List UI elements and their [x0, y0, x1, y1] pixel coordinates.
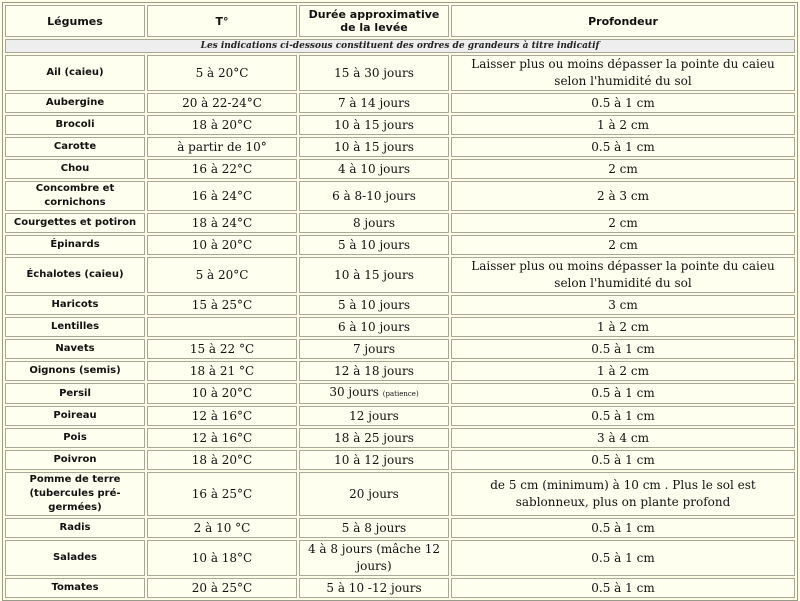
table-row: [5, 257, 795, 293]
cell-legume: Haricots: [5, 295, 145, 315]
cell-temperature: 5 à 20°C: [147, 55, 297, 91]
cell-profondeur: 0.5 à 1 cm: [451, 578, 795, 598]
seed-germination-table: [2, 2, 798, 601]
cell-legume: Persil: [5, 383, 145, 404]
cell-legume: Ail (caieu): [5, 55, 145, 91]
cell-duree: 8 jours: [299, 213, 449, 233]
cell-duree: 12 jours: [299, 406, 449, 426]
cell-duree: 20 jours: [299, 472, 449, 516]
header-row: [5, 5, 795, 37]
table-row: [5, 339, 795, 359]
cell-legume: Épinards: [5, 235, 145, 255]
table-row: [5, 115, 795, 135]
table-row: [5, 137, 795, 157]
cell-profondeur: 0.5 à 1 cm: [451, 518, 795, 538]
header-legumes: Légumes: [5, 5, 145, 37]
cell-duree: 15 à 30 jours: [299, 55, 449, 91]
cell-temperature: 20 à 25°C: [147, 578, 297, 598]
header-profondeur: Profondeur: [451, 5, 795, 37]
cell-temperature: à partir de 10°: [147, 137, 297, 157]
cell-profondeur: 0.5 à 1 cm: [451, 406, 795, 426]
cell-temperature: 12 à 16°C: [147, 428, 297, 448]
table-row: [5, 518, 795, 538]
cell-duree: 4 à 10 jours: [299, 159, 449, 179]
cell-duree: 5 à 8 jours: [299, 518, 449, 538]
table-caption: Les indications ci-dessous constituent des ordres de grandeurs à titre indicatif: [5, 39, 795, 53]
cell-temperature: 10 à 20°C: [147, 235, 297, 255]
cell-profondeur: 0.5 à 1 cm: [451, 383, 795, 404]
cell-legume: Radis: [5, 518, 145, 538]
cell-legume: Courgettes et potiron: [5, 213, 145, 233]
table-row: [5, 540, 795, 576]
cell-legume: Carotte: [5, 137, 145, 157]
table-row: [5, 472, 795, 516]
cell-legume: Chou: [5, 159, 145, 179]
cell-temperature: 18 à 20°C: [147, 450, 297, 470]
table-row: [5, 213, 795, 233]
table-row: [5, 450, 795, 470]
cell-profondeur: 0.5 à 1 cm: [451, 339, 795, 359]
table-row: [5, 578, 795, 598]
cell-profondeur: 2 cm: [451, 235, 795, 255]
cell-temperature: 18 à 24°C: [147, 213, 297, 233]
cell-temperature: 16 à 24°C: [147, 181, 297, 211]
table-row: [5, 295, 795, 315]
cell-temperature: 16 à 22°C: [147, 159, 297, 179]
cell-profondeur: 2 cm: [451, 159, 795, 179]
cell-profondeur: de 5 cm (minimum) à 10 cm . Plus le sol est sablonneux, plus on plante profond: [451, 472, 795, 516]
cell-legume: Pois: [5, 428, 145, 448]
cell-temperature: 16 à 25°C: [147, 472, 297, 516]
cell-temperature: 18 à 20°C: [147, 115, 297, 135]
cell-duree: 6 à 8-10 jours: [299, 181, 449, 211]
cell-profondeur: Laisser plus ou moins dépasser la pointe du caieu selon l'humidité du sol: [451, 257, 795, 293]
cell-temperature: 12 à 16°C: [147, 406, 297, 426]
cell-duree: 10 à 12 jours: [299, 450, 449, 470]
table-row: [5, 406, 795, 426]
cell-temperature: 2 à 10 °C: [147, 518, 297, 538]
cell-temperature: 10 à 20°C: [147, 383, 297, 404]
cell-duree: 5 à 10 jours: [299, 235, 449, 255]
cell-temperature: 20 à 22-24°C: [147, 93, 297, 113]
cell-duree: 7 jours: [299, 339, 449, 359]
cell-legume: Poivron: [5, 450, 145, 470]
table-row: [5, 317, 795, 337]
cell-legume: Lentilles: [5, 317, 145, 337]
cell-duree: [299, 383, 449, 404]
table-row: [5, 93, 795, 113]
cell-legume: Tomates: [5, 578, 145, 598]
cell-profondeur: 3 à 4 cm: [451, 428, 795, 448]
cell-legume: Navets: [5, 339, 145, 359]
cell-temperature: [147, 317, 297, 337]
cell-duree: 5 à 10 jours: [299, 295, 449, 315]
header-temperature: T°: [147, 5, 297, 37]
cell-profondeur: 1 à 2 cm: [451, 361, 795, 381]
cell-temperature: 5 à 20°C: [147, 257, 297, 293]
cell-legume: Échalotes (caieu): [5, 257, 145, 293]
cell-legume: Brocoli: [5, 115, 145, 135]
cell-legume: Aubergine: [5, 93, 145, 113]
table-body: [5, 55, 795, 598]
table-row: [5, 428, 795, 448]
cell-duree: 12 à 18 jours: [299, 361, 449, 381]
cell-profondeur: 1 à 2 cm: [451, 115, 795, 135]
cell-duree: 10 à 15 jours: [299, 137, 449, 157]
cell-duree: 7 à 14 jours: [299, 93, 449, 113]
cell-profondeur: 2 à 3 cm: [451, 181, 795, 211]
cell-profondeur: 0.5 à 1 cm: [451, 540, 795, 576]
cell-legume: Salades: [5, 540, 145, 576]
cell-temperature: 15 à 25°C: [147, 295, 297, 315]
cell-temperature: 10 à 18°C: [147, 540, 297, 576]
header-duree: Durée approximative de la levée: [299, 5, 449, 37]
duree-value: 30 jours: [329, 385, 379, 399]
cell-legume: Poireau: [5, 406, 145, 426]
cell-duree: 4 à 8 jours (mâche 12 jours): [299, 540, 449, 576]
table-row: [5, 361, 795, 381]
cell-temperature: 15 à 22 °C: [147, 339, 297, 359]
table-row: [5, 159, 795, 179]
table-row: [5, 55, 795, 91]
cell-legume: Oignons (semis): [5, 361, 145, 381]
cell-duree: 10 à 15 jours: [299, 257, 449, 293]
cell-profondeur: 0.5 à 1 cm: [451, 93, 795, 113]
cell-duree: 5 à 10 -12 jours: [299, 578, 449, 598]
cell-profondeur: 0.5 à 1 cm: [451, 137, 795, 157]
table-row: [5, 383, 795, 404]
table-row: [5, 235, 795, 255]
cell-profondeur: Laisser plus ou moins dépasser la pointe du caieu selon l'humidité du sol: [451, 55, 795, 91]
cell-duree: 18 à 25 jours: [299, 428, 449, 448]
cell-legume: Concombre et cornichons: [5, 181, 145, 211]
cell-profondeur: 3 cm: [451, 295, 795, 315]
cell-profondeur: 1 à 2 cm: [451, 317, 795, 337]
cell-duree: 6 à 10 jours: [299, 317, 449, 337]
cell-legume: Pomme de terre (tubercules pré-germées): [5, 472, 145, 516]
duree-note: (patience): [382, 390, 419, 398]
table-row: [5, 181, 795, 211]
cell-profondeur: 2 cm: [451, 213, 795, 233]
cell-duree: 10 à 15 jours: [299, 115, 449, 135]
cell-profondeur: 0.5 à 1 cm: [451, 450, 795, 470]
cell-temperature: 18 à 21 °C: [147, 361, 297, 381]
